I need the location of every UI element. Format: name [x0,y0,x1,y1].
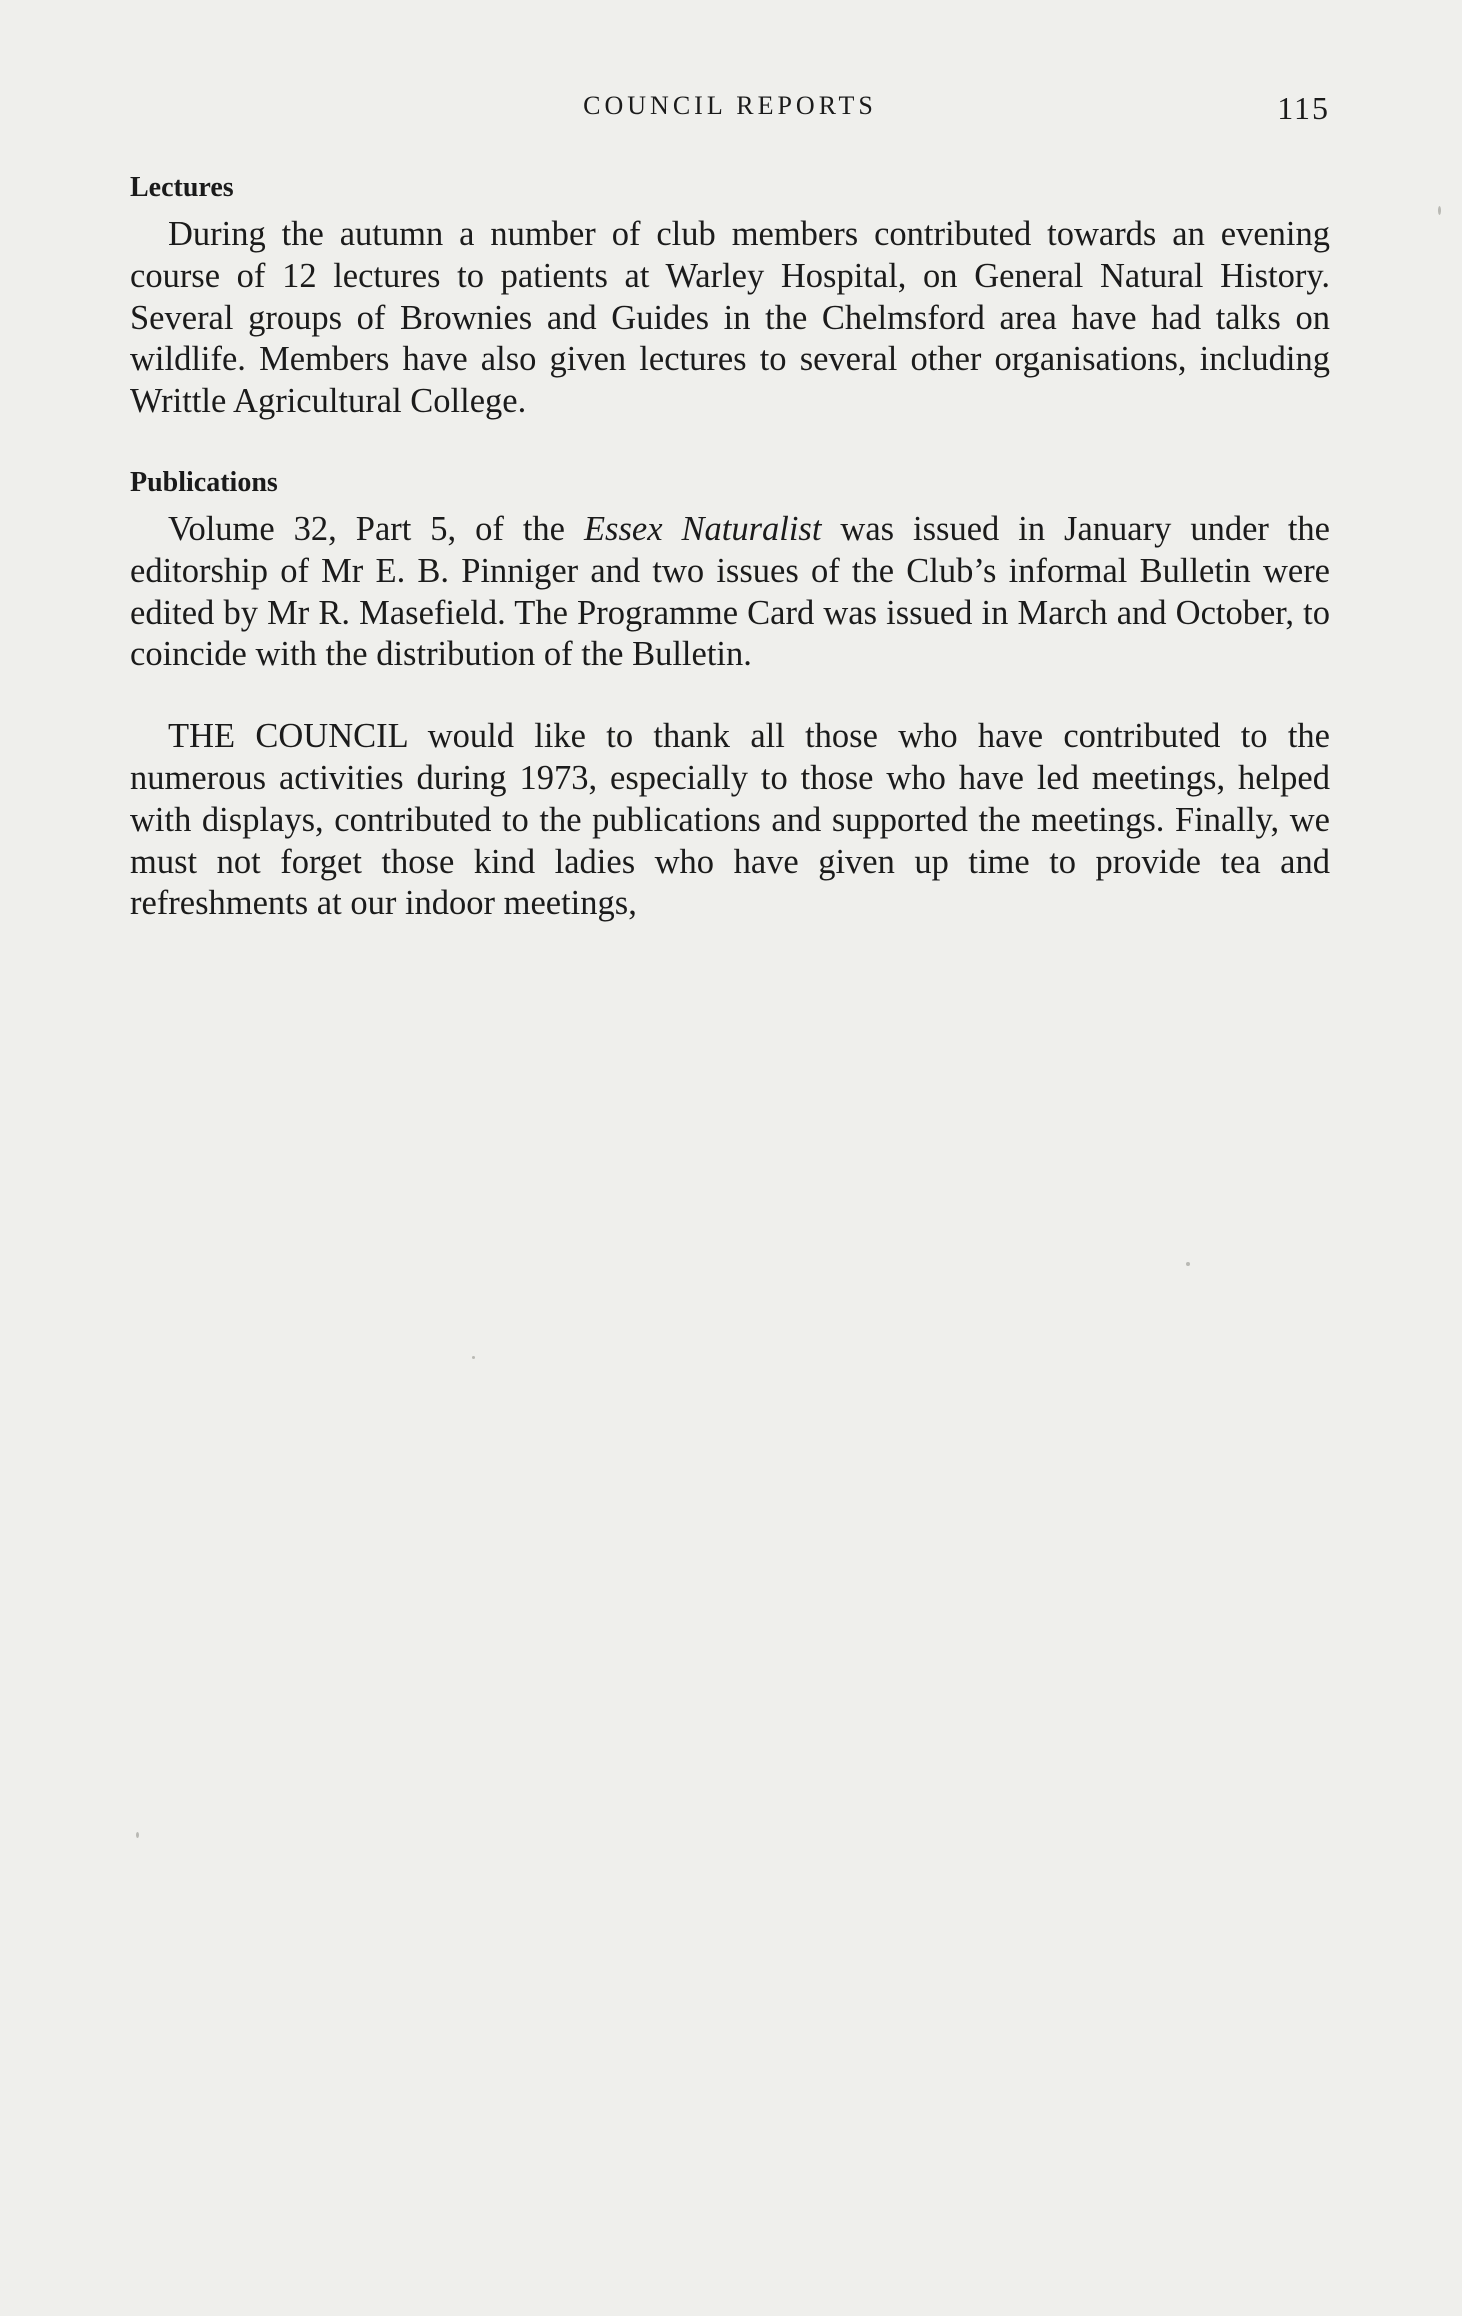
section-heading: Publications [130,466,278,498]
page-body [130,168,1330,965]
closing-paragraph: THE COUNCIL would like to thank all those who have contributed to the numerous activities during 1973, especially to those who have led meetings, helped with displays, contributed to the publications and supported the meetings. Finally, we must not forget those kind ladies who have given up time to provide tea and refreshments at our indoor meetings, [130,717,1330,923]
section-heading: Lectures [130,172,234,203]
section-closing [130,716,1330,925]
section-publications [130,463,1330,676]
paper-speck [1438,206,1441,215]
section-lectures [130,168,1330,423]
paragraph-text: was issued in January under the editorship of Mr E. B. Pinniger and two issues of the Club’s informal Bulletin were edited by Mr R. Masefield. The Programme Card was issued in March and October, to coincide with the distribution of the Bulletin. [130,509,1330,674]
paper-speck [136,1832,139,1838]
paper-speck [472,1356,475,1359]
page-number: 115 [1277,90,1330,126]
publication-title: Essex Naturalist [583,509,822,548]
paper-speck [1186,1262,1190,1266]
running-head [130,86,1330,126]
section-paragraph: During the autumn a number of club members contributed towards an evening course of 12 lectures to patients at Warley Hospital, on General Natural History. Several groups of Brownies and Guides in the Chelmsford area have had talks on wildlife. Members have also given lectures to several other organisations, including Writtle Agricultural College. [130,215,1330,421]
paragraph-text: Volume 32, Part 5, of the [168,509,584,548]
running-title: COUNCIL REPORTS [583,91,877,120]
section-paragraph [130,509,1330,676]
